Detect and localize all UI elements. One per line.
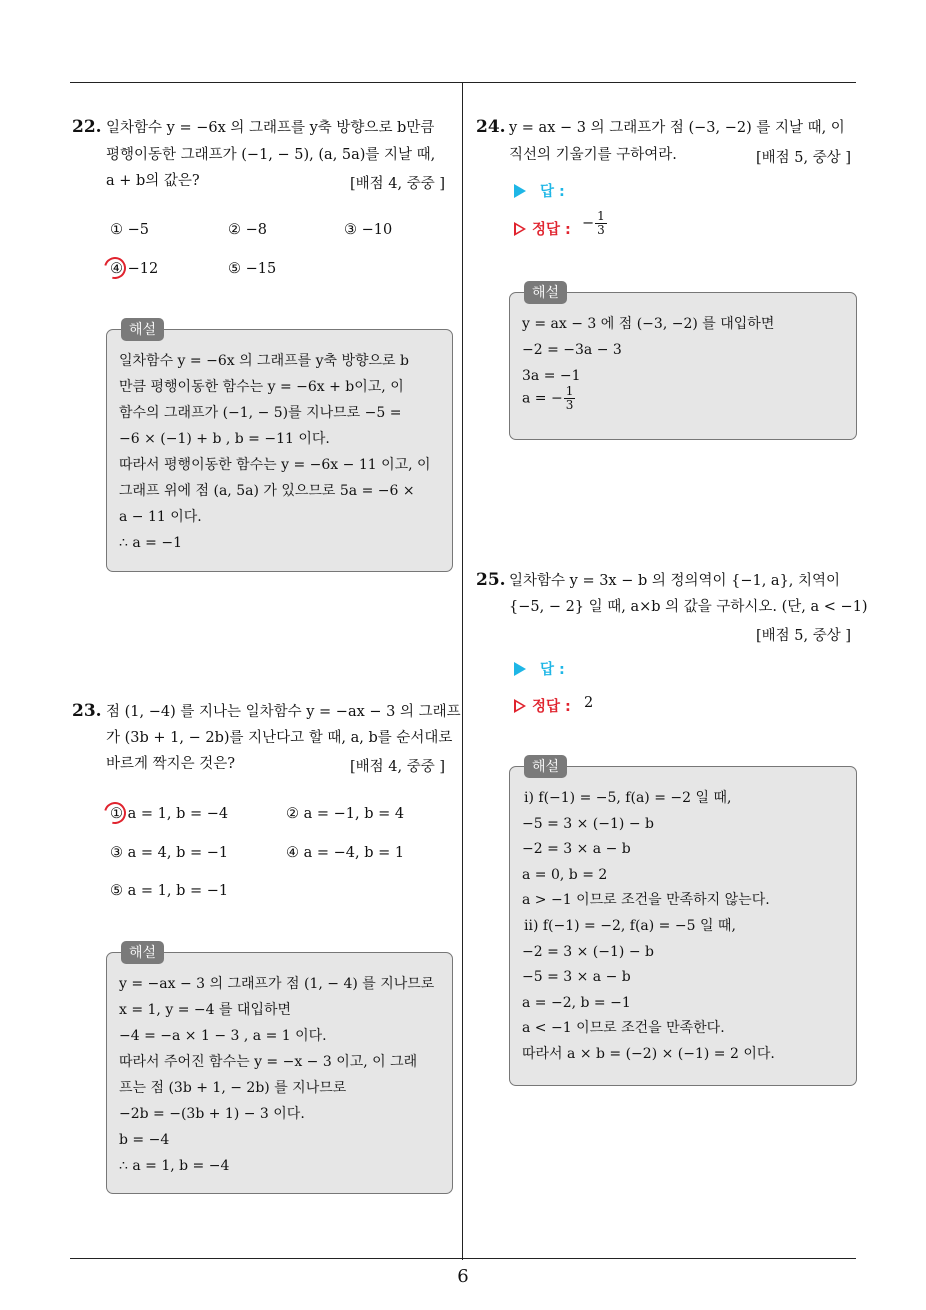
question-22-line: 평행이동한 그래프가 (−1, − 5), (a, 5a)를 지날 때,	[106, 147, 436, 163]
solution-line: ∴ a = 1, b = −4	[119, 1158, 230, 1174]
question-23-line: 점 (1, −4) 를 지나는 일차함수 y = −ax − 3 의 그래프	[106, 704, 461, 720]
solution-tag: 해설	[524, 281, 567, 304]
solution-line: y = ax − 3 에 점 (−3, −2) 를 대입하면	[522, 316, 775, 332]
question-25-line: {−5, − 2} 일 때, a×b 의 값을 구하시오. (단, a < −1)	[509, 599, 868, 615]
fraction: $\frac{1}{3}$	[597, 209, 605, 237]
q23-choice-3[interactable]: ③ a = 4, b = −1	[110, 845, 229, 861]
q24-key-value: − $\frac{1}{3}$	[582, 209, 605, 237]
q22-choice-5[interactable]: ⑤ −15	[228, 261, 277, 277]
solution-line: a = −2, b = −1	[522, 995, 631, 1011]
solution-line: 함수의 그래프가 (−1, − 5)를 지나므로 −5 =	[119, 405, 402, 421]
question-22-number: 22.	[72, 117, 102, 137]
q22-choice-2[interactable]: ② −8	[228, 222, 267, 238]
solution-line: −5 = 3 × a − b	[522, 969, 631, 985]
solution-line: −4 = −a × 1 − 3 , a = 1 이다.	[119, 1028, 327, 1044]
question-22-line: 일차함수 y = −6x 의 그래프를 y축 방향으로 b만큼	[106, 120, 435, 136]
solution-line: −6 × (−1) + b , b = −11 이다.	[119, 431, 330, 447]
play-triangle-icon	[514, 662, 526, 676]
solution-line: a − 11 이다.	[119, 509, 202, 525]
q25-solution-box	[509, 759, 857, 1086]
solution-line: −2 = −3a − 3	[522, 342, 622, 358]
outline-triangle-icon	[514, 699, 526, 713]
solution-line: 프는 점 (3b + 1, − 2b) 를 지나므로	[119, 1080, 347, 1096]
solution-line: −2 = 3 × a − b	[522, 841, 631, 857]
solution-line: −5 = 3 × (−1) − b	[522, 816, 654, 832]
fraction: $\frac{1}{3}$	[565, 384, 574, 412]
q22-choice-1[interactable]: ① −5	[110, 222, 149, 238]
solution-line: a < −1 이므로 조건을 만족한다.	[522, 1020, 725, 1036]
solution-line: y = −ax − 3 의 그래프가 점 (1, − 4) 를 지나므로	[119, 976, 435, 992]
answer-label: 답 :	[540, 662, 565, 678]
question-23-line: 가 (3b + 1, − 2b)를 지난다고 할 때, a, b를 순서대로	[106, 730, 453, 746]
q25-key-label: 정답 :	[514, 695, 571, 716]
answer-label: 답 :	[540, 184, 565, 200]
solution-line: 일차함수 y = −6x 의 그래프를 y축 방향으로 b	[119, 353, 409, 369]
q23-choice-1[interactable]: ① a = 1, b = −4	[110, 806, 229, 822]
solution-tag: 해설	[524, 755, 567, 778]
q23-solution-box	[106, 945, 453, 1194]
solution-line: a = − $\frac{1}{3}$	[522, 384, 574, 412]
solution-line: 따라서 평행이동한 함수는 y = −6x − 11 이고, 이	[119, 457, 431, 473]
solution-line: 만큼 평행이동한 함수는 y = −6x + b이고, 이	[119, 379, 404, 395]
solution-line: a > −1 이므로 조건을 만족하지 않는다.	[522, 892, 770, 908]
question-22-score: [배점 4, 중중 ]	[350, 176, 446, 192]
solution-line: ⅰ) f(−1) = −5, f(a) = −2 일 때,	[524, 790, 732, 806]
q23-choice-5[interactable]: ⑤ a = 1, b = −1	[110, 883, 229, 899]
solution-line: 그래프 위에 점 (a, 5a) 가 있으므로 5a = −6 ×	[119, 483, 415, 499]
q25-key-value: 2	[584, 695, 594, 711]
q23-choice-4[interactable]: ④ a = −4, b = 1	[286, 845, 405, 861]
q23-choice-2[interactable]: ② a = −1, b = 4	[286, 806, 405, 822]
bottom-rule	[70, 1258, 856, 1259]
solution-line: −2b = −(3b + 1) − 3 이다.	[119, 1106, 305, 1122]
q22-choice-3[interactable]: ③ −10	[344, 222, 393, 238]
outline-triangle-icon	[514, 222, 526, 236]
q24-answer-field[interactable]	[514, 180, 565, 201]
solution-line: ∴ a = −1	[119, 535, 182, 551]
question-24-score: [배점 5, 중상 ]	[756, 150, 852, 166]
solution-line: 따라서 a × b = (−2) × (−1) = 2 이다.	[522, 1046, 775, 1062]
q22-solution-box	[106, 322, 453, 572]
top-rule	[70, 82, 856, 83]
q25-answer-field[interactable]	[514, 658, 565, 679]
q22-choice-4[interactable]: ④ −12	[110, 261, 159, 277]
question-23-line: 바르게 짝지은 것은?	[106, 756, 236, 772]
solution-tag: 해설	[121, 941, 164, 964]
play-triangle-icon	[514, 184, 526, 198]
solution-line: −2 = 3 × (−1) − b	[522, 944, 654, 960]
solution-line: 따라서 주어진 함수는 y = −x − 3 이고, 이 그래	[119, 1054, 418, 1070]
solution-tag: 해설	[121, 318, 164, 341]
page-number: 6	[457, 1266, 469, 1287]
q24-key-label: 정답 :	[514, 218, 571, 239]
question-24-number: 24.	[476, 117, 506, 137]
question-24-line: y = ax − 3 의 그래프가 점 (−3, −2) 를 지날 때, 이	[509, 120, 845, 136]
question-23-number: 23.	[72, 701, 102, 721]
question-25-number: 25.	[476, 570, 506, 590]
solution-line: x = 1, y = −4 를 대입하면	[119, 1002, 292, 1018]
solution-line: 3a = −1	[522, 368, 581, 384]
question-25-line: 일차함수 y = 3x − b 의 정의역이 {−1, a}, 치역이	[509, 573, 841, 589]
solution-line: a = 0, b = 2	[522, 867, 608, 883]
q24-solution-box	[509, 285, 857, 440]
question-25-score: [배점 5, 중상 ]	[756, 628, 852, 644]
solution-line: b = −4	[119, 1132, 170, 1148]
column-divider	[462, 82, 463, 1260]
question-24-line: 직선의 기울기를 구하여라.	[509, 147, 677, 163]
question-22-line: a + b의 값은?	[106, 173, 200, 189]
solution-line: ⅱ) f(−1) = −2, f(a) = −5 일 때,	[524, 918, 736, 934]
question-23-score: [배점 4, 중중 ]	[350, 759, 446, 775]
